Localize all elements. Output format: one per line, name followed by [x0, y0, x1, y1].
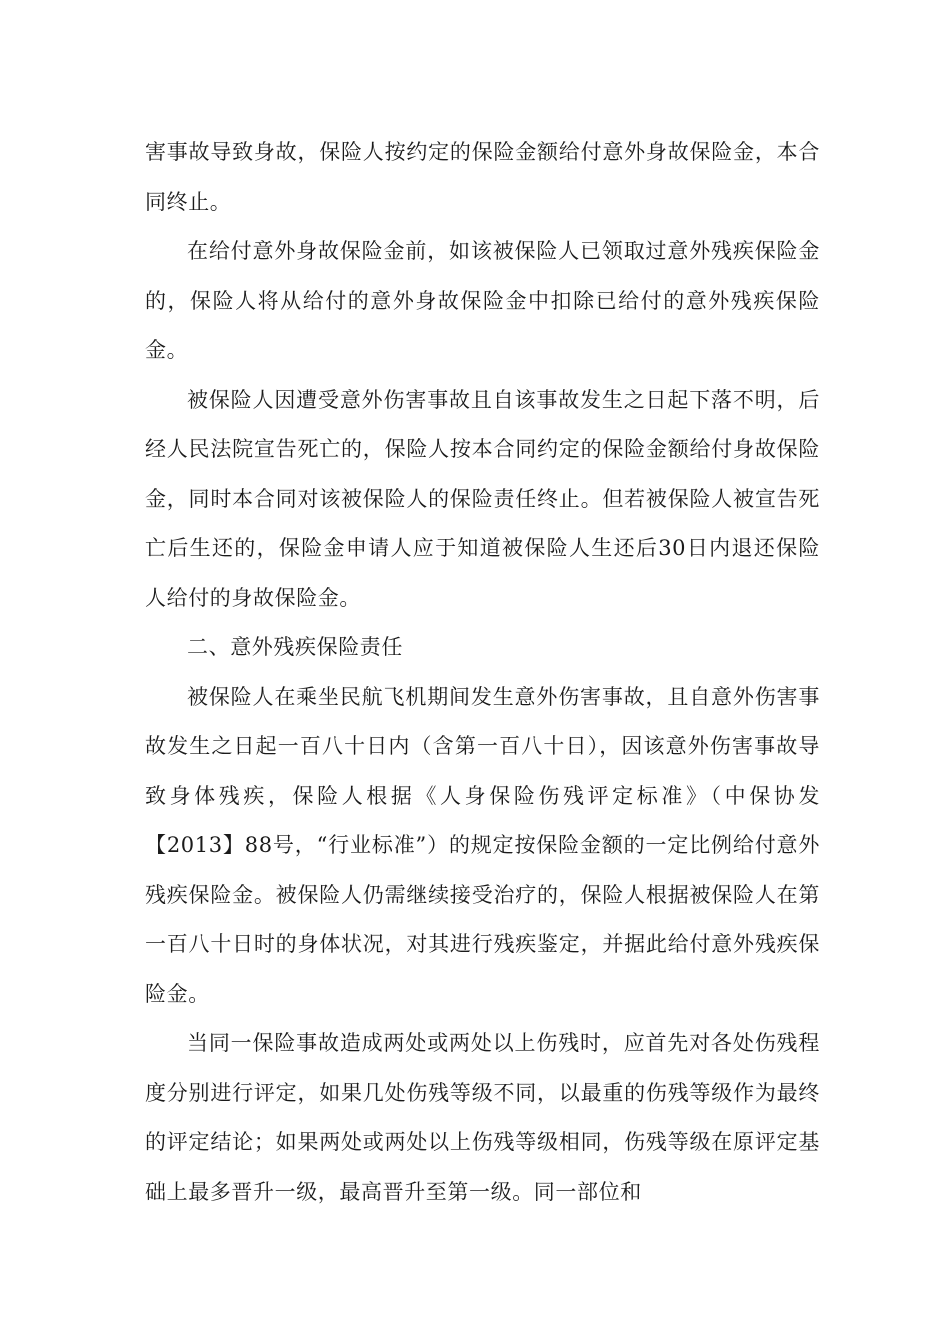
paragraph-continuation: 害事故导致身故，保险人按约定的保险金额给付意外身故保险金，本合同终止。 — [145, 140, 820, 214]
paragraph-multiple-injuries: 当同一保险事故造成两处或两处以上伤残时，应首先对各处伤残程度分别进行评定，如果几处伤残等级不同，以最重的伤残等级作为最终的评定结论；如果两处或两处以上伤残等级相同，伤残等级在原评定基础上最多晋升一级，最高晋升至第一级。同一部位和 — [145, 1031, 820, 1204]
section-heading-disability: 二、意外残疾保险责任 — [187, 635, 403, 659]
paragraph-deduction: 在给付意外身故保险金前，如该被保险人已领取过意外残疾保险金的，保险人将从给付的意外身故保险金中扣除已给付的意外残疾保险金。 — [145, 239, 820, 362]
document-body — [145, 128, 820, 1217]
paragraph-declared-death: 被保险人因遭受意外伤害事故且自该事故发生之日起下落不明，后经人民法院宣告死亡的，保险人按本合同约定的保险金额给付身故保险金，同时本合同对该被保险人的保险责任终止。但若被保险人被宣告死亡后生还的，保险金申请人应于知道被保险人生还后30日内退还保险人给付的身故保险金。 — [145, 387, 820, 610]
paragraph-disability-benefit: 被保险人在乘坐民航飞机期间发生意外伤害事故，且自意外伤害事故发生之日起一百八十日内（含第一百八十日），因该意外伤害事故导致身体残疾，保险人根据《人身保险伤残评定标准》（中保协发【2013】88号，“行业标准”）的规定按保险金额的一定比例给付意外残疾保险金。被保险人仍需继续接受治疗的，保险人根据被保险人在第一百八十日时的身体状况，对其进行残疾鉴定，并据此给付意外残疾保险金。 — [145, 684, 820, 1006]
